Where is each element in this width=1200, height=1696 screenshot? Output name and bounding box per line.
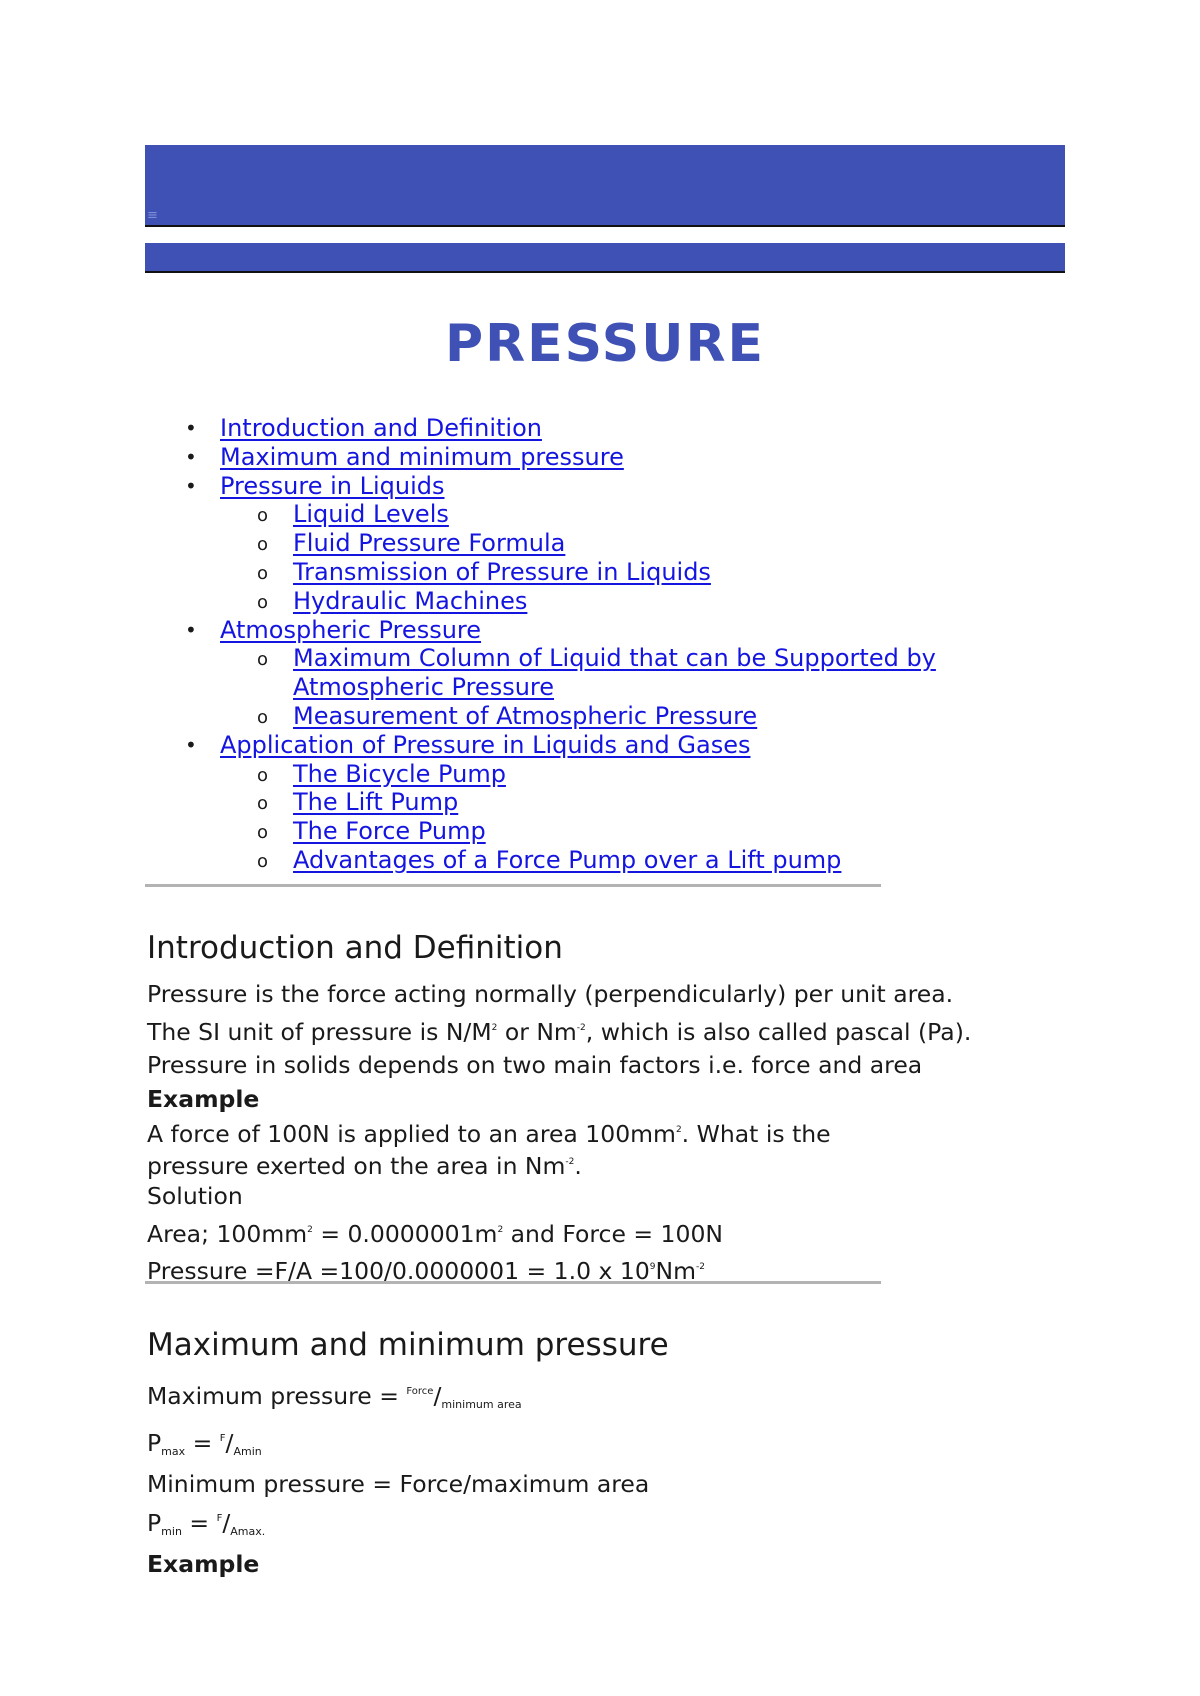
bullet-icon: • [185, 473, 197, 498]
toc-item [145, 443, 1065, 472]
toc-item [145, 500, 1065, 529]
toc-item [145, 472, 1065, 501]
toc-link[interactable]: Introduction and Definition [220, 414, 542, 442]
toc-link[interactable]: The Force Pump [293, 817, 486, 846]
toc-item [145, 788, 1065, 817]
solution-label: Solution [147, 1182, 243, 1210]
section-divider [145, 1281, 881, 1284]
toc-link[interactable]: Pressure in Liquids [220, 471, 445, 500]
circle-bullet-icon: o [257, 764, 269, 786]
toc-item [145, 587, 1065, 616]
pmin-formula: $P_{min} = ^F/_{Amax.}$ [147, 1508, 266, 1538]
si-unit-text: The SI unit of pressure is $N/M^2$ or $Nm^{-2}$, which is also called pascal (Pa). [147, 1017, 972, 1046]
section-heading-max-min: Maximum and minimum pressure [147, 1327, 669, 1363]
toc-link[interactable]: Liquid Levels [293, 500, 449, 529]
circle-bullet-icon: o [257, 505, 269, 527]
toc-link[interactable]: Maximum Column of Liquid that can be Supported by [293, 644, 936, 673]
toc-link[interactable]: The Bicycle Pump [293, 759, 506, 788]
circle-bullet-icon: o [257, 850, 269, 872]
bullet-icon: • [185, 617, 197, 642]
circle-bullet-icon: o [257, 591, 269, 613]
circle-bullet-icon: o [257, 706, 269, 728]
max-pressure-formula: Maximum pressure = $^{Force}/_{minimum area}$ [147, 1382, 522, 1411]
circle-bullet-icon: o [257, 822, 269, 844]
page-title: PRESSURE [444, 314, 766, 374]
toc-item [145, 846, 1065, 875]
toc-link[interactable]: Advantages of a Force Pump over a Lift pump [293, 845, 842, 874]
solution-area: Area; $100mm^2 = 0.0000001m^2$ and Force = 100N [147, 1219, 723, 1248]
nav-bar [145, 243, 1065, 273]
circle-bullet-icon: o [257, 793, 269, 815]
circle-bullet-icon: o [257, 562, 269, 584]
toc-item [145, 644, 1065, 702]
bullet-icon: • [185, 444, 197, 469]
toc-link[interactable]: Measurement of Atmospheric Pressure [293, 701, 758, 730]
example-label: Example [147, 1084, 260, 1113]
toc-item [145, 817, 1065, 846]
toc-list [145, 414, 1065, 875]
toc-link[interactable]: Atmospheric Pressure [293, 673, 555, 702]
circle-bullet-icon: o [257, 649, 269, 671]
section-heading-introduction: Introduction and Definition [147, 930, 563, 966]
solution-pressure: Pressure =F/A =100/0.0000001 = 1.0 x $10^9Nm^{-2}$ [147, 1257, 705, 1285]
toc-link[interactable]: Transmission of Pressure in Liquids [293, 557, 711, 586]
section-divider [145, 884, 881, 887]
definition-text: Pressure is the force acting normally (perpendicularly) per unit area. [147, 980, 954, 1008]
toc-link[interactable]: Atmospheric Pressure [220, 615, 482, 644]
toc-item [145, 616, 1065, 645]
max-min-content [147, 1375, 1047, 1582]
toc-link[interactable]: The Lift Pump [293, 788, 459, 817]
introduction-content [147, 978, 1047, 1289]
menu-icon[interactable]: ≡ [147, 208, 158, 223]
toc-link[interactable]: Fluid Pressure Formula [293, 529, 566, 558]
toc-link[interactable]: Maximum and minimum pressure [220, 442, 624, 471]
min-pressure-formula: Minimum pressure = Force/maximum area [147, 1470, 650, 1498]
header-banner [145, 145, 1065, 227]
circle-bullet-icon: o [257, 534, 269, 556]
bullet-icon: • [185, 732, 197, 757]
toc-item [145, 760, 1065, 789]
example-label: Example [147, 1550, 260, 1578]
pmax-formula: $P_{max} = ^F/_{Amin}$ [147, 1428, 262, 1458]
toc-item [145, 529, 1065, 558]
solids-text: Pressure in solids depends on two main factors i.e. force and area [147, 1051, 923, 1079]
example-question: A force of 100N is applied to an area $100mm^2$. What is the pressure exerted on the area in $Nm^{-2}$. [147, 1120, 831, 1180]
bullet-icon: • [185, 416, 197, 440]
toc-link[interactable]: Application of Pressure in Liquids and Gases [220, 730, 751, 759]
toc-item [145, 702, 1065, 731]
toc-item [145, 414, 1065, 443]
toc-link[interactable]: Hydraulic Machines [293, 586, 528, 615]
toc-item [145, 558, 1065, 587]
toc-item [145, 731, 1065, 760]
table-of-contents [145, 414, 1065, 875]
